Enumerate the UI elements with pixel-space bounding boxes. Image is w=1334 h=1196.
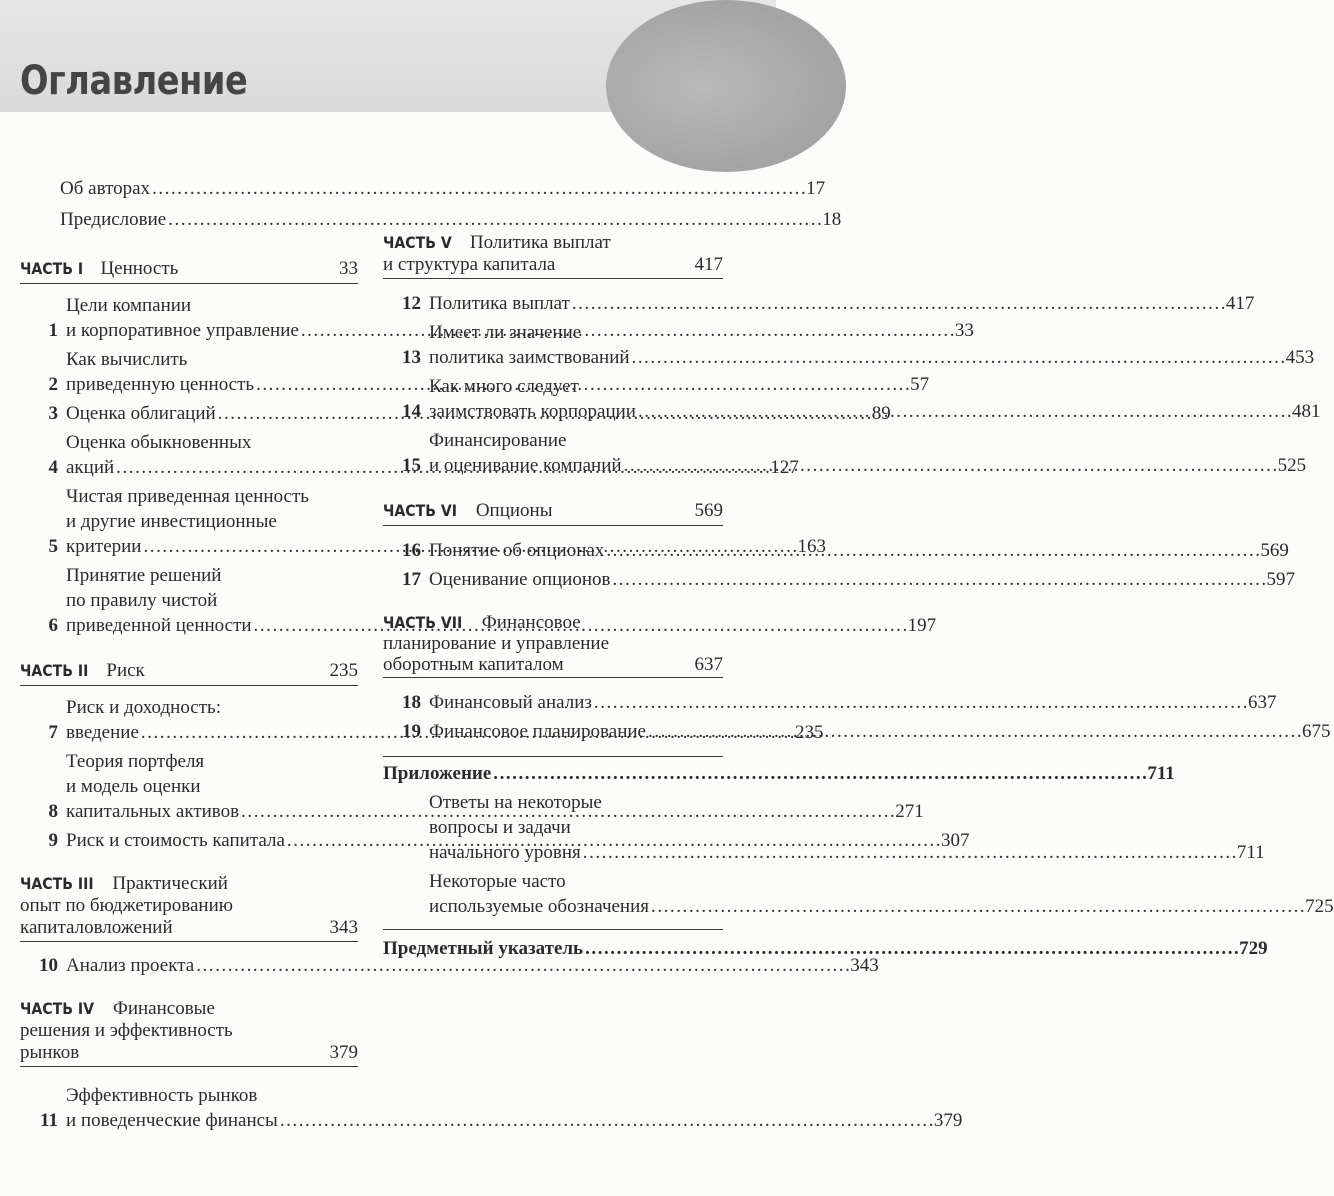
entry-text: Предисловие xyxy=(60,209,167,230)
entry-text: Цели компании xyxy=(66,295,192,316)
header-decoration xyxy=(606,0,846,172)
page-number: 379 xyxy=(329,1042,358,1063)
page-number: 569 xyxy=(1260,540,1289,561)
part-label: ЧАСТЬ VI xyxy=(383,501,457,520)
page-number: 637 xyxy=(1247,692,1277,713)
part-title: Риск xyxy=(106,660,145,681)
entry-text: Некоторые часто xyxy=(429,871,566,892)
toc-chapter-18[interactable] xyxy=(383,690,1277,715)
part-title: опыт по бюджетированию xyxy=(20,895,233,916)
part-title: планирование и управление xyxy=(383,633,610,654)
toc-part-6[interactable] xyxy=(383,498,723,526)
page-number: 271 xyxy=(895,801,924,822)
part-title: Политика выплат xyxy=(469,232,611,253)
toc-entry-preface[interactable] xyxy=(20,207,842,232)
entry-text: Принятие решений xyxy=(66,565,222,586)
chapter-number: 14 xyxy=(402,401,421,422)
chapter-number: 4 xyxy=(48,457,58,478)
part-title: решения и эффективность xyxy=(20,1020,233,1041)
page-number: 17 xyxy=(806,178,826,199)
entry-text: и корпоративное управление xyxy=(66,320,299,341)
part-label: ЧАСТЬ V xyxy=(383,233,452,252)
entry-text: Как много следует xyxy=(429,376,579,397)
page-number: 711 xyxy=(1147,763,1175,784)
chapter-number: 12 xyxy=(402,293,421,314)
entry-text: Чистая приведенная ценность xyxy=(66,486,309,507)
page-number: 453 xyxy=(1285,347,1315,368)
page-number: 57 xyxy=(910,374,930,395)
page-number: 18 xyxy=(822,209,842,230)
entry-text: Оценка обыкновенных xyxy=(66,432,252,453)
page-number: 525 xyxy=(1277,455,1307,476)
chapter-number: 10 xyxy=(39,955,58,976)
entry-text: используемые обозначения xyxy=(429,896,650,917)
appendix-title: Приложение xyxy=(383,763,492,784)
toc-chapter-10[interactable] xyxy=(20,953,879,978)
part-title: Опционы xyxy=(475,500,553,521)
entry-text: Об авторах xyxy=(60,178,151,199)
entry-text: введение xyxy=(66,722,139,743)
entry-text: Политика выплат xyxy=(429,293,570,314)
page-number: 89 xyxy=(871,403,891,424)
toc-part-3[interactable] xyxy=(20,873,358,942)
part-title: рынков xyxy=(20,1042,80,1063)
entry-text: Финансовый анализ xyxy=(429,692,592,713)
page-number: 235 xyxy=(794,722,824,743)
entry-text: политика заимствований xyxy=(429,347,630,368)
entry-text: заимствовать корпорации xyxy=(429,401,636,422)
page-number: 343 xyxy=(329,917,358,938)
part-label: ЧАСТЬ II xyxy=(20,661,89,680)
toc-part-5[interactable] xyxy=(383,232,723,279)
chapter-number: 19 xyxy=(402,721,421,742)
entry-text: Как вычислить xyxy=(66,349,188,370)
page-number: 127 xyxy=(770,457,799,478)
chapter-number: 9 xyxy=(48,830,58,851)
page-number: 163 xyxy=(797,536,827,557)
entry-text: Эффективность рынков xyxy=(66,1085,258,1106)
page-number: 417 xyxy=(1225,293,1255,314)
part-title: Финансовые xyxy=(112,998,215,1019)
chapter-number: 3 xyxy=(48,403,58,424)
page-number: 197 xyxy=(907,615,937,636)
part-label: ЧАСТЬ I xyxy=(20,259,84,278)
chapter-number: 17 xyxy=(402,569,421,590)
entry-text: Имеет ли значение xyxy=(429,322,582,343)
part-label: ЧАСТЬ IV xyxy=(20,999,94,1018)
page-number: 729 xyxy=(1239,938,1268,959)
part-title: капиталовложений xyxy=(20,917,173,938)
entry-text: Оценивание опционов xyxy=(429,569,611,590)
entry-text: приведенной ценности xyxy=(66,615,252,636)
page-number: 343 xyxy=(850,955,879,976)
index-title: Предметный указатель xyxy=(383,938,584,959)
part-label: ЧАСТЬ VII xyxy=(383,613,463,632)
entry-text: начального уровня xyxy=(429,842,581,863)
toc-entry-authors[interactable] xyxy=(20,176,826,201)
toc-chapter-12[interactable] xyxy=(383,291,1255,316)
chapter-number: 11 xyxy=(40,1110,58,1131)
page-title: Оглавление xyxy=(20,58,248,104)
part-title: и структура капитала xyxy=(383,254,556,275)
toc-appendix[interactable] xyxy=(383,756,1175,786)
entry-text: Оценка облигаций xyxy=(66,403,216,424)
page-number: 417 xyxy=(694,254,723,275)
page-number: 637 xyxy=(694,654,723,675)
page-number: 307 xyxy=(940,830,970,851)
page-number: 711 xyxy=(1236,842,1265,863)
entry-text: Ответы на некоторые xyxy=(429,792,602,813)
entry-text: Понятие об опционах xyxy=(429,540,605,561)
chapter-number: 15 xyxy=(402,455,421,476)
page-number: 33 xyxy=(339,258,358,279)
toc-part-7[interactable] xyxy=(383,612,723,678)
part-title: Ценность xyxy=(100,258,179,279)
entry-text: акций xyxy=(66,457,115,478)
chapter-number: 13 xyxy=(402,347,421,368)
entry-text: приведенную ценность xyxy=(66,374,255,395)
part-title: Финансовое xyxy=(481,612,581,633)
chapter-number: 5 xyxy=(48,536,58,557)
toc-chapter-11[interactable] xyxy=(20,1083,963,1133)
chapter-number: 1 xyxy=(48,320,58,341)
entry-text: вопросы и задачи xyxy=(429,817,571,838)
page-number: 33 xyxy=(954,320,974,341)
entry-text: Анализ проекта xyxy=(66,955,195,976)
part-label: ЧАСТЬ III xyxy=(20,874,94,893)
toc-part-4[interactable] xyxy=(20,998,358,1067)
page-number: 379 xyxy=(933,1110,963,1131)
toc-index[interactable] xyxy=(383,929,1268,961)
part-title: оборотным капиталом xyxy=(383,654,564,675)
entry-text: и другие инвестиционные xyxy=(66,511,277,532)
chapter-number: 8 xyxy=(48,801,58,822)
entry-text: Финансирование xyxy=(429,430,567,451)
entry-text: критерии xyxy=(66,536,142,557)
chapter-number: 7 xyxy=(48,722,58,743)
chapter-number: 2 xyxy=(48,374,58,395)
toc-chapter-17[interactable] xyxy=(383,567,1296,592)
toc-part-1[interactable] xyxy=(20,256,358,284)
toc-part-2[interactable] xyxy=(20,658,358,686)
chapter-number: 18 xyxy=(402,692,421,713)
toc-appendix-notation[interactable] xyxy=(383,869,1334,919)
entry-text: Риск и стоимость капитала xyxy=(66,830,285,851)
entry-text: Теория портфеля xyxy=(66,751,205,772)
entry-text: по правилу чистой xyxy=(66,590,218,611)
page-number: 597 xyxy=(1266,569,1296,590)
chapter-number: 6 xyxy=(48,615,58,636)
entry-text: и оценивание компаний xyxy=(429,455,622,476)
page-number: 725 xyxy=(1305,896,1334,917)
entry-text: и модель оценки xyxy=(66,776,201,797)
part-title: Практический xyxy=(112,873,228,894)
entry-text: Финансовое планирование xyxy=(429,721,646,742)
entry-text: Риск и доходность: xyxy=(66,697,221,718)
page-number: 675 xyxy=(1302,721,1331,742)
entry-text: и поведенческие финансы xyxy=(66,1110,278,1131)
page-number: 569 xyxy=(694,500,723,521)
page-number: 481 xyxy=(1292,401,1321,422)
entry-text: капитальных активов xyxy=(66,801,240,822)
chapter-number: 16 xyxy=(402,540,421,561)
page-number: 235 xyxy=(329,660,358,681)
